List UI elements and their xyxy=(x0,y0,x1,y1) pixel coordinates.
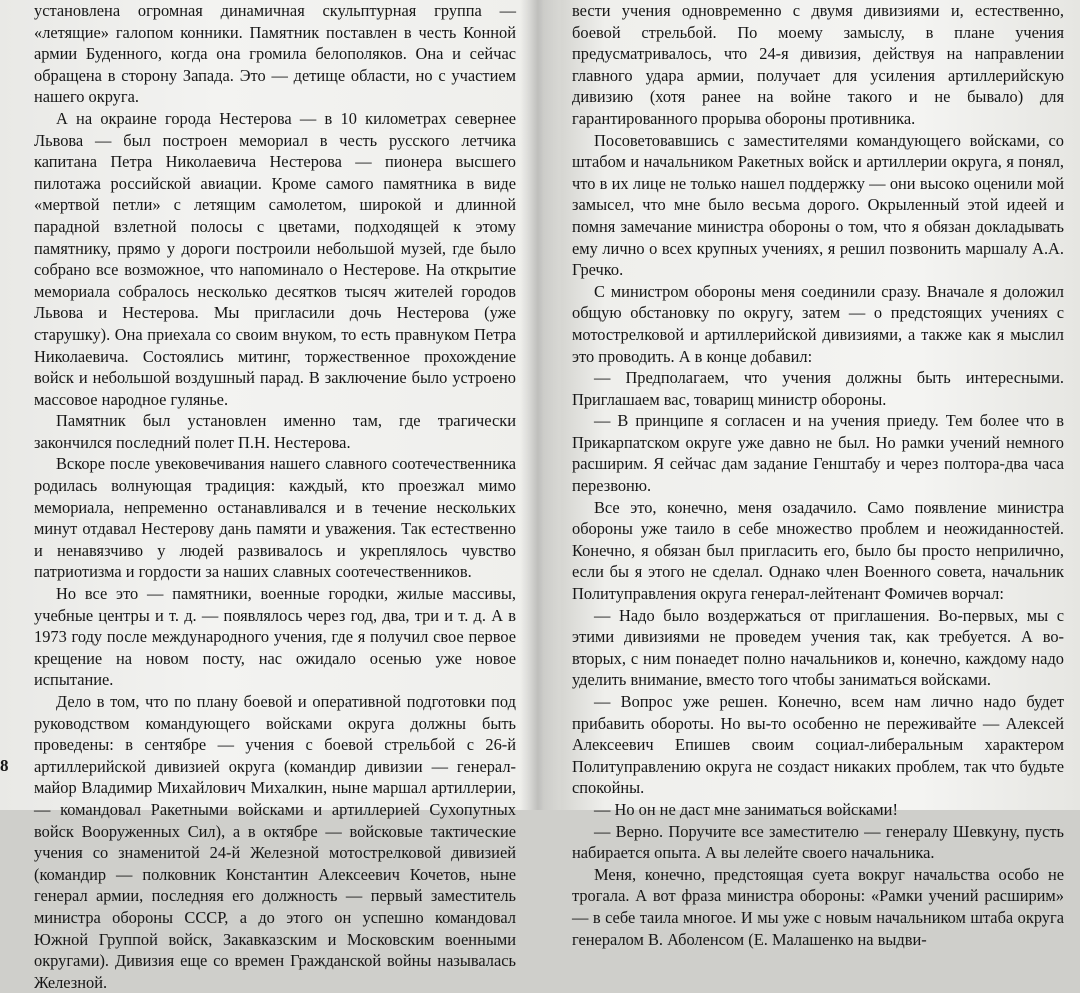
right-paragraph-5: — В принципе я согласен и на учения приеду. Тем более что в Прикарпатском округе уже давно не был. Но рамки учений немного расширим. Я сейчас дам задание Генштабу и через полтора-два часа перезвоню. xyxy=(572,411,1064,496)
left-paragraph-1: установлена огромная динамичная скульптурная группа — «летящие» галопом конники. Памятник поставлен в честь Конной армии Буденного, когда она громила белополяков. Она и сейчас обращена в сторону Запада. Это — детище области, но с участием нашего округа. xyxy=(34,1,516,107)
right-paragraph-2: Посоветовавшись с заместителями командующего войсками, со штабом и начальником Ракетных войск и артиллерии округа, я понял, что в их лице не только нашел поддержку — они высоко оценили мой замысел, что мне было весьма дорого. Окрыленный этой идеей и помня замечание министра обороны о том, что я обязан докладывать ему лично о всех крупных учениях, я решил позвонить маршалу А.А. Гречко. xyxy=(572,130,1064,280)
right-paragraph-7: — Надо было воздержаться от приглашения. Во-первых, мы с этими дивизиями не проведем учения так, как требуется. А во-вторых, с ним понаедет полно начальников и, конечно, каждому надо уделить внимание, вместо того чтобы заниматься войсками. xyxy=(572,605,1064,690)
left-page xyxy=(34,0,516,992)
left-paragraph-4: Вскоре после увековечивания нашего славного соотечественника родилась волнующая традиция: каждый, кто проезжал мимо мемориала, непременно останавливался и в течение нескольких минут отдавал Нестерову дань памяти и уважения. Так естественно и ненавязчиво у людей развивалось и укреплялось чувство патриотизма и гордости за наших славных соотечественников. xyxy=(34,454,516,582)
right-paragraph-8: — Вопрос уже решен. Конечно, всем нам лично надо будет прибавить обороты. Но вы-то особенно не переживайте — Алексей Алексеевич Епишев своим социал-либеральным характером Политуправлению округа не создаст никаких проблем, так что будьте спокойны. xyxy=(572,692,1064,798)
right-paragraph-9: — Но он не даст мне заниматься войсками! xyxy=(594,799,898,819)
right-paragraph-10: — Верно. Поручите все заместителю — генералу Шевкуну, пусть набирается опыта. А вы лелейте своего начальника. xyxy=(572,821,1064,863)
right-paragraph-1: вести учения одновременно с двумя дивизиями и, естественно, боевой стрельбой. По моему замыслу, в плане учения предусматривалось, что 24-я дивизия, действуя на направлении главного удара армии, получает для усиления артиллерийскую дивизию (хотя ранее на войне такого и не бывало) для гарантированного прорыва обороны противника. xyxy=(572,1,1064,128)
left-paragraph-2: А на окраине города Нестерова — в 10 километрах севернее Львова — был построен мемориал в честь русского летчика капитана Петра Николаевича Нестерова — пионера высшего пилотажа российской авиации. Кроме самого памятника в виде «мертвой петли» с летящим самолетом, широкой и длинной парадной взлетной полосы с цветами, подходящей к этому памятнику, прямо у дороги построили небольшой музей, где было собрано все возможное, что напоминало о Нестерове. На открытие мемориала собралось несколько десятков тысяч жителей городов Львова и Нестерова. Мы пригласили дочь Нестерова (уже старушку). Она приехала со своим внуком, то есть правнуком Петра Николаевича. Состоялись митинг, торжественное прохождение войск и небольшой воздушный парад. В заключение было устроено массовое народное гулянье. xyxy=(34,108,516,409)
right-paragraph-3: С министром обороны меня соединили сразу. Вначале я доложил общую обстановку по округу, затем — о предстоящих учениях с мотострелковой и артиллерийской дивизиями, а также как я мыслил это проводить. А в конце добавил: xyxy=(572,281,1064,366)
book-gutter xyxy=(520,0,560,810)
right-paragraph-6: Все это, конечно, меня озадачило. Само появление министра обороны уже таило в себе множество проблем и неожиданностей. Конечно, я обязан был пригласить его, было бы просто неприлично, если бы я этого не сделал. Однако член Военного совета, начальник Политуправления округа генерал-лейтенант Фомичев ворчал: xyxy=(572,497,1064,604)
left-paragraph-5: Но все это — памятники, военные городки, жилые массивы, учебные центры и т. д. — появлялось через год, два, три и т. д. А в 1973 году после международного учения, где я получил свое первое крещение на новом посту, нас ожидало осенью уже новое испытание. xyxy=(34,584,516,690)
right-paragraph-11: Меня, конечно, предстоящая суета вокруг начальства особо не трогала. А вот фраза министра обороны: «Рамки учений расширим» — в себе таила многое. И мы уже с новым начальником штаба округа генералом В. Аболенсом (Е. Малашенко на выдви- xyxy=(572,864,1064,949)
left-paragraph-6: Дело в том, что по плану боевой и оперативной подготовки под руководством командующего войсками округа должны быть проведены: в сентябре — учения с боевой стрельбой с 26-й артиллерийской дивизией округа (командир дивизии — генерал-майор Владимир Михайлович Михалкин, ныне маршал артиллерии, — командовал Ракетными войсками и артиллерией Сухопутных войск Вооруженных Сил), а в октябре — войсковые тактические учения со знаменитой 24-й Железной мотострелковой дивизией (командир — полковник Константин Алексеевич Кочетов, ныне генерал армии, последняя его должность — первый заместитель министра обороны СССР, а до этого он успешно командовал Южной Группой войск, Закавказским и Московским военными округами). Дивизия еще со времен Гражданской войны называлась Железной. xyxy=(34,692,516,992)
page-number: 8 xyxy=(0,756,9,775)
left-paragraph-3: Памятник был установлен именно там, где трагически закончился последний полет П.Н. Нестерова. xyxy=(34,411,516,452)
right-paragraph-4: — Предполагаем, что учения должны быть интересными. Приглашаем вас, товарищ министр обороны. xyxy=(572,368,1064,409)
right-page xyxy=(572,0,1064,949)
